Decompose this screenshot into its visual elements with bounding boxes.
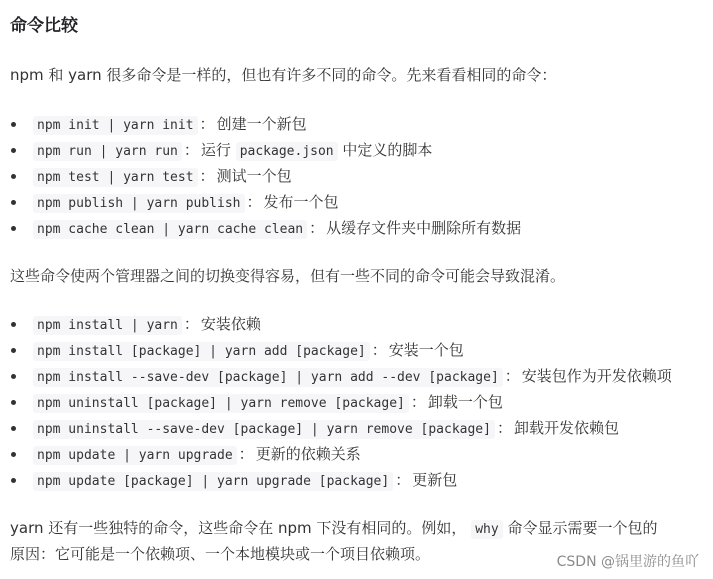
bullet-icon bbox=[11, 122, 16, 127]
list-item: npm cache clean | yarn cache clean ： 从缓存文件夹中删除所有数据 bbox=[0, 215, 521, 241]
bullet-icon bbox=[11, 426, 16, 431]
list-item: npm init | yarn init ： 创建一个新包 bbox=[0, 111, 521, 137]
list-item: npm install --save-dev [package] | yarn add --dev [package] ： 安装包作为开发依赖项 bbox=[0, 363, 672, 389]
command-description: 更新包 bbox=[412, 471, 458, 489]
list-item: npm publish | yarn publish ： 发布一个包 bbox=[0, 189, 521, 215]
section-heading: 命令比较 bbox=[10, 16, 78, 36]
csdn-watermark: CSDN @锅里游的鱼吖 bbox=[556, 554, 699, 570]
inline-code: npm init | yarn init bbox=[33, 116, 198, 135]
inline-code: package.json bbox=[236, 142, 338, 161]
command-description: 创建一个新包 bbox=[216, 115, 307, 133]
bullet-icon bbox=[11, 322, 16, 327]
list-item: npm update | yarn upgrade ： 更新的依赖关系 bbox=[0, 441, 672, 467]
outro-paragraph-line-1 bbox=[10, 516, 658, 542]
bullet-icon bbox=[11, 478, 16, 483]
inline-code: npm run | yarn run bbox=[33, 142, 182, 161]
command-description: 从缓存文件夹中删除所有数据 bbox=[326, 219, 522, 237]
bullet-icon bbox=[11, 374, 16, 379]
outro-text: 命令显示需要一个包的 bbox=[507, 519, 658, 537]
inline-code: npm cache clean | yarn cache clean bbox=[33, 220, 307, 239]
list-item: npm install | yarn ： 安装依赖 bbox=[0, 311, 672, 337]
command-description: 运行 bbox=[200, 141, 231, 159]
inline-code: npm install [package] | yarn add [package] bbox=[33, 342, 370, 361]
inline-code: why bbox=[471, 520, 502, 539]
inline-code: npm uninstall --save-dev [package] | yarn remove [package] bbox=[33, 420, 495, 439]
bullet-icon bbox=[11, 400, 16, 405]
list-item: npm uninstall [package] | yarn remove [package] ： 卸载一个包 bbox=[0, 389, 672, 415]
bullet-icon bbox=[11, 148, 16, 153]
bullet-icon bbox=[11, 226, 16, 231]
list-item: npm uninstall --save-dev [package] | yarn remove [package] ： 卸载开发依赖包 bbox=[0, 415, 672, 441]
command-description: 安装依赖 bbox=[200, 315, 261, 333]
inline-code: npm install | yarn bbox=[33, 316, 182, 335]
command-description: 发布一个包 bbox=[263, 193, 339, 211]
bullet-icon bbox=[11, 348, 16, 353]
middle-paragraph: 这些命令使两个管理器之间的切换变得容易，但有一些不同的命令可能会导致混淆。 bbox=[10, 267, 566, 285]
command-description: 安装包作为开发依赖项 bbox=[521, 367, 672, 385]
bullet-icon bbox=[11, 200, 16, 205]
command-description: 卸载开发依赖包 bbox=[513, 419, 619, 437]
command-description: 更新的依赖关系 bbox=[255, 445, 361, 463]
inline-code: npm publish | yarn publish bbox=[33, 194, 245, 213]
outro-paragraph-line-2: 原因：它可能是一个依赖项、一个本地模块或一个项目依赖项。 bbox=[10, 545, 431, 563]
bullet-icon bbox=[11, 174, 16, 179]
command-description: 卸载一个包 bbox=[427, 393, 503, 411]
inline-code: npm test | yarn test bbox=[33, 168, 198, 187]
different-commands-list bbox=[0, 311, 672, 493]
same-commands-list bbox=[0, 111, 521, 241]
list-item: npm update [package] | yarn upgrade [package] ： 更新包 bbox=[0, 467, 672, 493]
list-item: npm run | yarn run ： 运行 package.json 中定义的脚本 bbox=[0, 137, 521, 163]
list-item: npm install [package] | yarn add [package] ： 安装一个包 bbox=[0, 337, 672, 363]
inline-code: npm update | yarn upgrade bbox=[33, 446, 237, 465]
outro-text: yarn 还有一些独特的命令，这些命令在 npm 下没有相同的。例如， bbox=[10, 519, 467, 537]
intro-paragraph: npm 和 yarn 很多命令是一样的，但也有许多不同的命令。先来看看相同的命令： bbox=[10, 66, 557, 84]
bullet-icon bbox=[11, 452, 16, 457]
inline-code: npm uninstall [package] | yarn remove [package] bbox=[33, 394, 409, 413]
command-description: 安装一个包 bbox=[388, 341, 464, 359]
command-description: 测试一个包 bbox=[216, 167, 292, 185]
inline-code: npm install --save-dev [package] | yarn add --dev [package] bbox=[33, 368, 503, 387]
command-description: 中定义的脚本 bbox=[342, 141, 433, 159]
inline-code: npm update [package] | yarn upgrade [package] bbox=[33, 472, 393, 491]
list-item: npm test | yarn test ： 测试一个包 bbox=[0, 163, 521, 189]
